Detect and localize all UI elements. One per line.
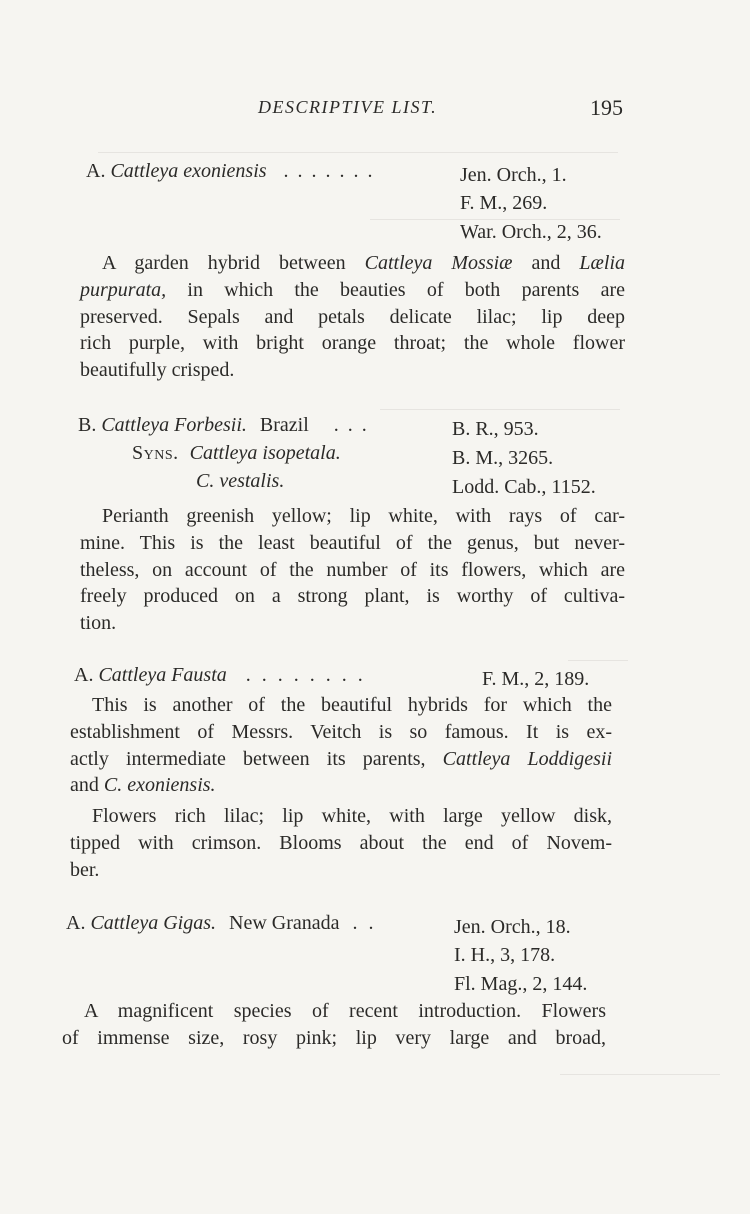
- entry-description: [62, 998, 606, 1052]
- entry-grade: B.: [78, 414, 97, 436]
- show-through-bleed: [560, 1060, 720, 1075]
- entry-heading: [86, 158, 375, 184]
- entry-species-name: Cattleya Gigas.: [90, 912, 216, 934]
- entry-description: [80, 503, 625, 637]
- entry-locality: New Granada: [229, 912, 340, 934]
- reference: Jen. Orch., 1.: [460, 164, 567, 186]
- reference: Fl. Mag., 2, 144.: [454, 973, 588, 995]
- entry-heading: [78, 412, 369, 438]
- entry-heading: [74, 662, 366, 688]
- text-line: Flowers rich lilac; lip white, with large yellow disk,: [92, 805, 612, 827]
- text-line: of immense size, rosy pink; lip very large and broad,: [62, 1026, 606, 1049]
- running-title: DESCRIPTIVE LIST.: [258, 97, 438, 117]
- reference: F. M., 2, 189.: [482, 668, 590, 690]
- entry-grade: A.: [86, 160, 106, 182]
- reference: War. Orch., 2, 36.: [460, 221, 602, 243]
- entry-description: [70, 803, 612, 883]
- text-line: theless, on account of the number of its flowers, which are: [80, 558, 625, 581]
- text-line: rich purple, with bright orange throat; the whole flower: [80, 332, 625, 355]
- reference: Jen. Orch., 18.: [454, 916, 571, 938]
- text-line: mine. This is the least beautiful of the genus, but never-: [80, 531, 625, 554]
- text-line: and C. exoniensis.: [70, 774, 216, 797]
- reference: B. M., 3265.: [452, 447, 554, 469]
- entry-description: [80, 250, 625, 384]
- synonym: Cattleya isopetala.: [189, 442, 341, 464]
- show-through-bleed: [568, 646, 628, 661]
- text-line: establishment of Messrs. Veitch is so famous. It is ex-: [70, 720, 612, 743]
- reference: F. M., 269.: [460, 192, 548, 214]
- text-line: Perianth greenish yellow; lip white, with rays of car-: [102, 505, 625, 527]
- synonyms-label: Syns.: [132, 442, 179, 464]
- entry-species-name: Cattleya Forbesii.: [101, 414, 247, 436]
- text-line: tion.: [80, 612, 117, 635]
- text-line: freely produced on a strong plant, is worthy of cultiva-: [80, 585, 625, 608]
- text-line: tipped with crimson. Blooms about the end of Novem-: [70, 831, 612, 854]
- reference: Lodd. Cab., 1152.: [452, 476, 596, 498]
- dot-leader: . .: [352, 912, 377, 934]
- text-line: beautifully crisped.: [80, 359, 235, 382]
- text-line: A garden hybrid between Cattleya Mossiæ and Lælia: [102, 252, 625, 274]
- text-line: purpurata, in which the beauties of both parents are: [80, 278, 625, 301]
- entry-grade: A.: [66, 912, 86, 934]
- entry-locality: Brazil: [259, 414, 309, 436]
- entry-species-name: Cattleya Fausta: [98, 664, 227, 686]
- dot-leader: . . . . . . . .: [245, 664, 366, 686]
- text-line: actly intermediate between its parents, Cattleya Loddigesii: [70, 747, 613, 770]
- text-line: ber.: [70, 858, 100, 881]
- text-line: preserved. Sepals and petals delicate lilac; lip deep: [80, 305, 625, 328]
- page-number: 195: [590, 95, 623, 120]
- entry-grade: A.: [74, 664, 94, 686]
- reference: B. R., 953.: [452, 418, 539, 440]
- synonyms-line: [196, 468, 284, 494]
- entry-species-name: Cattleya exoniensis: [110, 160, 267, 182]
- entry-description: [70, 692, 612, 799]
- show-through-bleed: [380, 395, 620, 410]
- show-through-bleed: [98, 132, 618, 153]
- dot-leader: . . .: [333, 414, 369, 436]
- text-line: A magnificent species of recent introduction. Flowers: [84, 1000, 606, 1022]
- text-line: This is another of the beautiful hybrids for which the: [92, 694, 612, 716]
- dot-leader: . . . . . . .: [283, 160, 375, 182]
- reference: I. H., 3, 178.: [454, 944, 556, 966]
- entry-heading: [66, 910, 377, 936]
- synonym: C. vestalis.: [196, 470, 285, 492]
- synonyms-line: [132, 440, 341, 466]
- page-header: [0, 95, 750, 125]
